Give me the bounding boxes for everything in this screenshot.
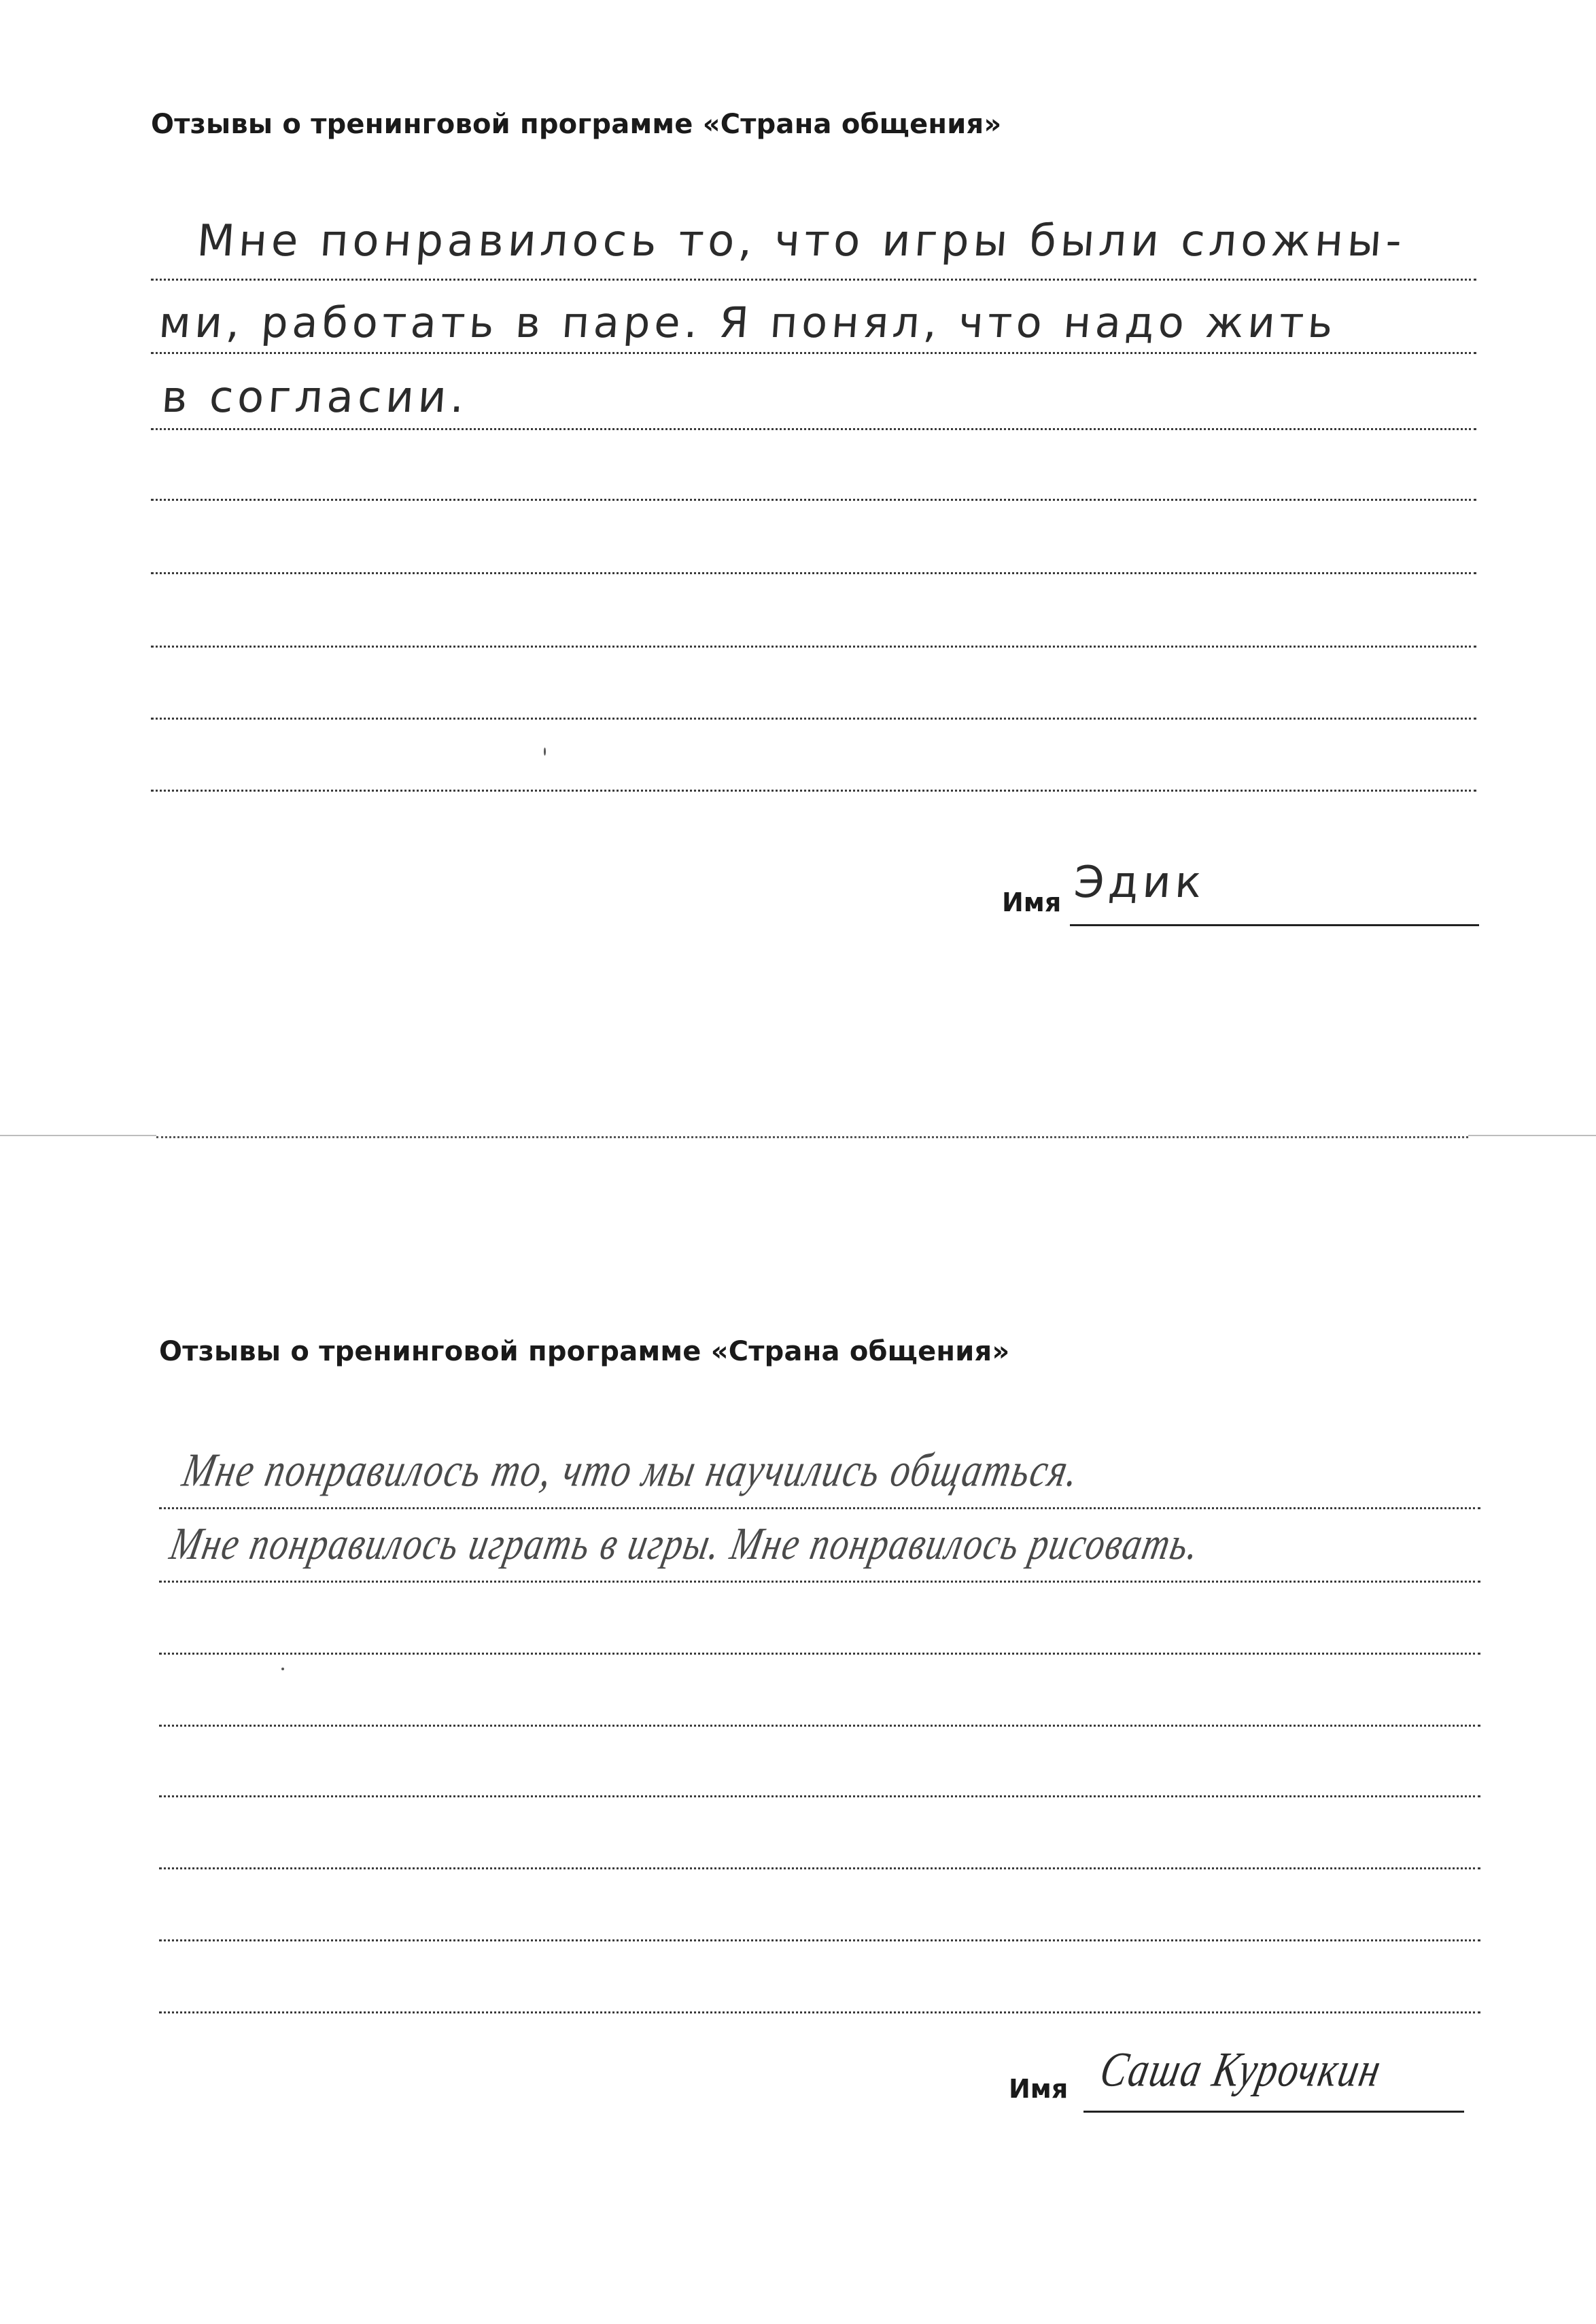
form-1-ruled-line-5	[151, 572, 1476, 574]
form-1-ruled-line-8	[151, 790, 1476, 792]
form-2-name-value: Саша Курочкин	[1096, 2041, 1387, 2097]
form-1-ruled-line-3	[151, 428, 1476, 430]
form-2-ruled-line-2	[159, 1581, 1480, 1583]
form-2-ruled-line-3	[159, 1653, 1480, 1655]
form-1-handwritten-line-2: ми, работать в паре. Я понял, что надо жить	[157, 298, 1339, 347]
form-1-ruled-line-4	[151, 499, 1476, 501]
form-2-name-label: Имя	[1009, 2074, 1069, 2104]
cut-line-right	[1468, 1135, 1596, 1136]
form-2-ruled-line-4	[159, 1725, 1480, 1727]
form-1-handwritten-line-1: Мне понравилось то, что игры были сложны-	[195, 216, 1408, 266]
form-1-ruled-line-7	[151, 718, 1476, 720]
form-1-ruled-line-2	[151, 352, 1476, 354]
form-1-title: Отзывы о тренинговой программе «Страна общения»	[151, 109, 1002, 140]
form-1-name-label: Имя	[1002, 887, 1062, 917]
form-2-ruled-line-7	[159, 1939, 1480, 1941]
form-2-ruled-line-8	[159, 2011, 1480, 2013]
cut-line-dotted	[156, 1136, 1468, 1138]
scan-speck	[281, 1668, 284, 1670]
scan-speck	[544, 747, 546, 756]
form-2-ruled-line-1	[159, 1507, 1480, 1509]
form-1-name-value: Эдик	[1072, 858, 1207, 908]
form-2-ruled-line-5	[159, 1795, 1480, 1797]
form-2-name-underline	[1083, 2111, 1464, 2113]
form-1-name-underline	[1070, 924, 1479, 926]
form-1-ruled-line-6	[151, 646, 1476, 648]
form-2-title: Отзывы о тренинговой программе «Страна общения»	[159, 1336, 1010, 1367]
form-2-handwritten-line-2: Мне понравилось играть в игры. Мне понравилось рисовать.	[166, 1517, 1205, 1569]
form-2-ruled-line-6	[159, 1867, 1480, 1869]
form-2-handwritten-line-1: Мне понравилось то, что мы научились общаться.	[178, 1444, 1085, 1497]
cut-line-left	[0, 1135, 156, 1136]
form-1-handwritten-line-3: в согласии.	[160, 372, 470, 423]
form-1-ruled-line-1	[151, 279, 1476, 281]
